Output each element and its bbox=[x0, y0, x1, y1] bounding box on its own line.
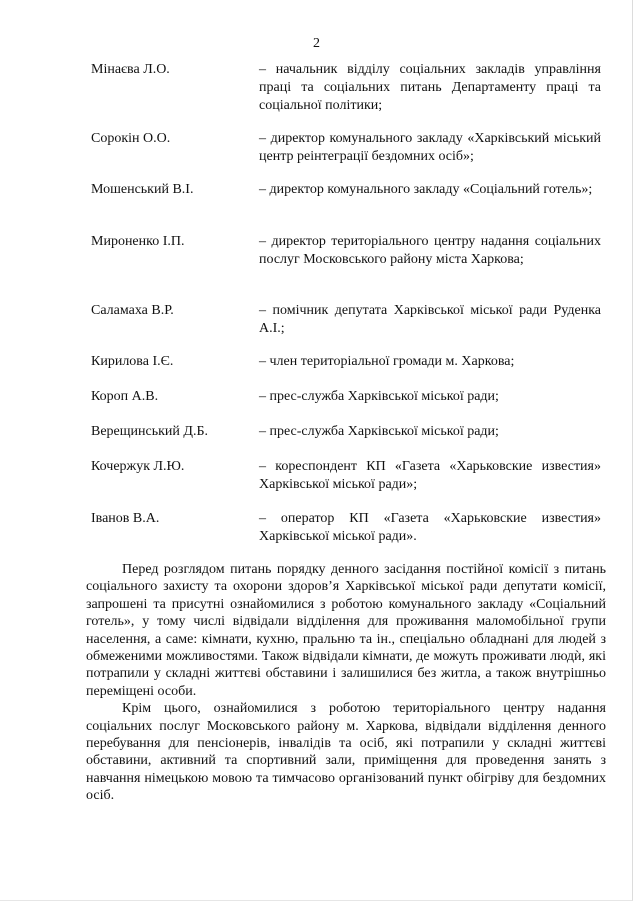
participant-role: – помічник депутата Харківської міської ради Руденка А.І.; bbox=[259, 303, 601, 336]
participant-name: Верещинський Д.Б. bbox=[91, 424, 209, 439]
participant-role: – прес-служба Харківської міської ради; bbox=[259, 389, 499, 404]
participant-role: – директор комунального закладу «Соціальний готель»; bbox=[259, 182, 593, 197]
participant-name: Кирилова І.Є. bbox=[91, 354, 174, 369]
paragraph: Крім цього, ознайомилися з роботою територіального центру надання соціальних послуг Московського району м. Харкова, відвідали відділення денного перебування для пенсіонерів, інвалідів та осіб, які потрапили у складні життєві обставини, активний та спортивний зали, приміщення для проведення занять з навчання німецькою мовою та тимчасово організований пункт обігріву для бездомних осіб. bbox=[86, 701, 606, 804]
page-number: 2 bbox=[313, 36, 320, 51]
participant-name: Мінаєва Л.О. bbox=[91, 62, 170, 77]
participant-role: – кореспондент КП «Газета «Харьковские известия» Харківської міської ради»; bbox=[259, 459, 601, 492]
participant-name: Мироненко І.П. bbox=[91, 234, 185, 249]
participant-name: Саламаха В.Р. bbox=[91, 303, 174, 318]
participant-name: Короп А.В. bbox=[91, 389, 159, 404]
participant-role: – член територіальної громади м. Харкова; bbox=[259, 354, 515, 369]
participant-name: Мошенський В.І. bbox=[91, 182, 194, 197]
participant-role: – директор територіального центру надання соціальних послуг Московського району міста Харкова; bbox=[259, 234, 601, 267]
participant-role: – прес-служба Харківської міської ради; bbox=[259, 424, 499, 439]
participant-role: – директор комунального закладу «Харківський міський центр реінтеграції бездомних осіб»; bbox=[259, 131, 601, 164]
participant-role: – начальник відділу соціальних закладів управління праці та соціальних питань Департаменту праці та соціальної політики; bbox=[259, 62, 601, 113]
participant-name: Сорокін О.О. bbox=[91, 131, 171, 146]
participant-name: Кочержук Л.Ю. bbox=[91, 459, 185, 474]
paragraph: Перед розглядом питань порядку денного засідання постійної комісії з питань соціального захисту та охорони здоров’я Харківської міської ради депутати комісії, запрошені та присутні ознайомилися з роботою комунального закладу «Соціальний готель», у тому числі відвідали відділення для проживання маломобільної групи населення, а саме: кімнати, кухню, пральню та ін., спеціально обладнані для людей з обмеженими можливостями. Також відвідали кімнати, де можуть проживати людѝ, які потрапили у складні життєві обставини і залишилися без житла, а також внутрішньо переміщені особи. bbox=[86, 562, 606, 699]
body-text bbox=[86, 561, 606, 805]
participant-role: – оператор КП «Газета «Харьковские известия» Харківської міської ради». bbox=[259, 511, 601, 544]
participant-name: Іванов В.А. bbox=[91, 511, 160, 526]
